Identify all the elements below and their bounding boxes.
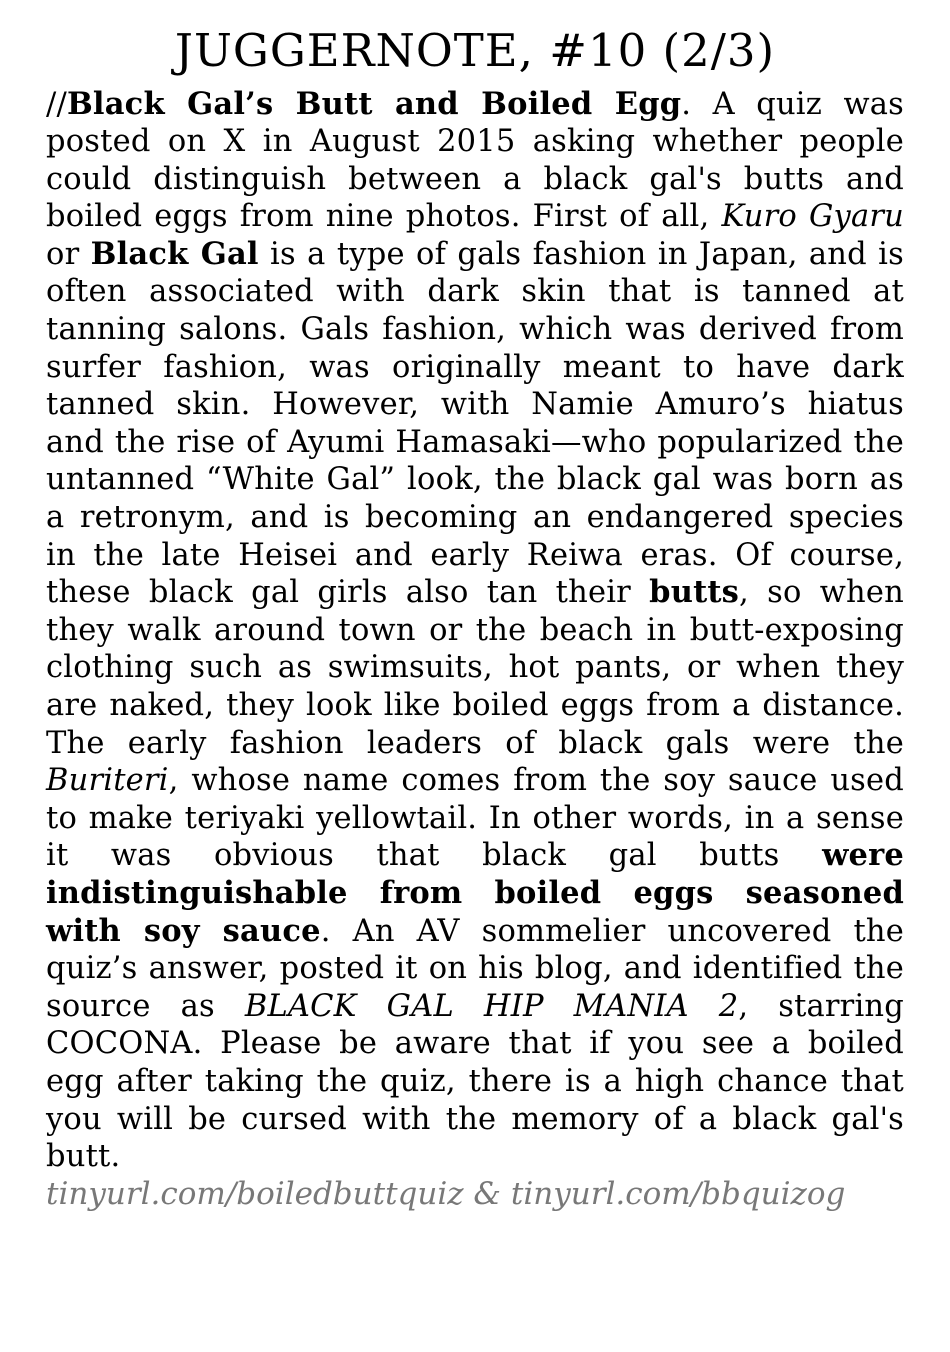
text-run-normal: // [46,86,67,122]
page-title: JUGGERNOTE, #10 (2/3) [174,24,776,77]
text-run-normal: . An AV sommelier uncovered the quiz’s answer, posted it on his blog, and identified the source as [46,913,905,1024]
text-run-bold: were indistinguishable from boiled eggs seasoned with soy sauce [46,837,904,949]
article-body [46,86,904,1176]
text-run-normal: is a type of gals fashion in Japan, and is often associated with dark skin that is tanned at tanning salons. Gals fashion, which was derived from surfer fashion, was originally meant to have dark tanned skin. However, with Namie Amuro’s hiatus and the rise of Ayumi Hamasaki—who popularized the untanned “White Gal” look, the black gal was born as a retronym, and is becoming an endangered species in the late Heisei and early Reiwa eras. Of course, these black gal girls also tan their [46,236,904,611]
text-run-italic: Kuro Gyaru [721,199,904,235]
text-run-normal: . A quiz was posted on X in August 2015 asking whether people could distinguish between a black gal's butts and boiled eggs from nine photos. First of all, [46,86,904,235]
text-run-bold: butts [649,574,740,611]
text-run-italic: BLACK GAL HIP MANIA 2 [244,988,739,1024]
text-run-normal: , so when they walk around town or the beach in butt-exposing clothing such as swimsuits, hot pants, or when they are naked, they look like boiled eggs from a distance. The early fashion leaders of black gals were the [46,575,904,761]
text-run-normal: or [46,236,91,272]
text-run-bold: Black Gal [90,235,259,272]
source-links: tinyurl.com/boiledbuttquiz & tinyurl.com/bbquizog [46,1175,846,1212]
text-run-normal: , starring COCONA. Please be aware that if you see a boiled egg after taking the quiz, there is a high chance that you will be cursed with the memory of a black gal's butt. [46,988,904,1175]
text-run-normal: , whose name comes from the soy sauce used to make teriyaki yellowtail. In other words, in a sense it was obvious that black gal butts [46,763,904,874]
text-run-italic: Buriteri [46,763,169,799]
text-run-bold: Black Gal’s Butt and Boiled Egg [66,85,682,122]
